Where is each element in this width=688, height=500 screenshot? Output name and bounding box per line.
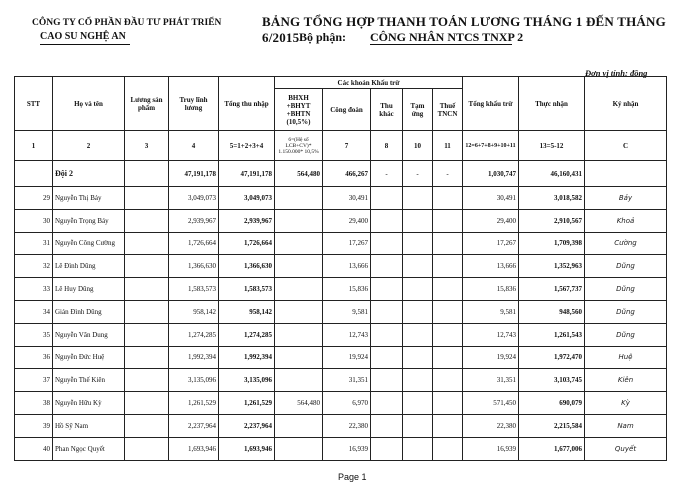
row-product-salary (125, 300, 169, 323)
row-union: 9,581 (323, 300, 371, 323)
group-net: 46,160,431 (519, 161, 585, 187)
row-insurance (275, 369, 323, 392)
table-row (15, 437, 667, 460)
row-net: 1,352,963 (519, 255, 585, 278)
row-signature: Dũng (585, 255, 667, 278)
row-name: Nguyễn Thế Kiên (53, 369, 125, 392)
row-signature: Cường (585, 232, 667, 255)
table-row (15, 187, 667, 210)
index-cell: 7 (323, 131, 371, 161)
table-row (15, 369, 667, 392)
row-stt: 29 (15, 187, 53, 210)
header-advance: Tạm ứng (403, 89, 433, 131)
row-stt: 37 (15, 369, 53, 392)
header-total-income: Tổng thu nhập (219, 77, 275, 131)
row-signature: Dũng (585, 278, 667, 301)
row-signature: Huệ (585, 346, 667, 369)
group-insurance: 564,480 (275, 161, 323, 187)
row-advance (403, 392, 433, 415)
company-underline (40, 44, 130, 45)
row-union: 30,491 (323, 187, 371, 210)
row-name: Nguyễn Công Cường (53, 232, 125, 255)
row-total-deduct: 19,924 (463, 346, 519, 369)
company-name: CÔNG TY CỔ PHẦN ĐẦU TƯ PHÁT TRIỂN (32, 18, 222, 28)
row-advance (403, 209, 433, 232)
row-advance (403, 187, 433, 210)
row-union: 29,400 (323, 209, 371, 232)
row-name: Giản Đình Dũng (53, 300, 125, 323)
employee-rows (15, 187, 667, 461)
row-signature: Bảy (585, 187, 667, 210)
row-total-deduct: 12,743 (463, 323, 519, 346)
index-cell: 5=1+2+3+4 (219, 131, 275, 161)
row-product-salary (125, 232, 169, 255)
row-total-income: 2,939,967 (219, 209, 275, 232)
row-signature: Khoả (585, 209, 667, 232)
table-row (15, 346, 667, 369)
row-tax (433, 346, 463, 369)
row-total-deduct: 9,581 (463, 300, 519, 323)
row-total-income: 958,142 (219, 300, 275, 323)
header-sign: Ký nhận (585, 77, 667, 131)
row-stt: 31 (15, 232, 53, 255)
row-total-income: 1,366,630 (219, 255, 275, 278)
row-stt: 32 (15, 255, 53, 278)
row-advance (403, 323, 433, 346)
row-advance (403, 437, 433, 460)
row-union: 19,924 (323, 346, 371, 369)
row-stt: 35 (15, 323, 53, 346)
row-product-salary (125, 323, 169, 346)
row-total-income: 1,583,573 (219, 278, 275, 301)
row-other (371, 437, 403, 460)
header-name: Họ và tên (53, 77, 125, 131)
row-net: 1,567,737 (519, 278, 585, 301)
salary-table (14, 76, 667, 461)
row-net: 948,560 (519, 300, 585, 323)
row-total-income: 2,237,964 (219, 414, 275, 437)
index-cell: 6=(Hệ số LCB+CV)* 1.150.000* 10,5% (275, 131, 323, 161)
row-advance (403, 255, 433, 278)
row-fixed-salary: 2,939,967 (169, 209, 219, 232)
row-fixed-salary: 958,142 (169, 300, 219, 323)
row-union: 6,970 (323, 392, 371, 415)
row-other (371, 414, 403, 437)
table-row (15, 392, 667, 415)
header-deductions: Các khoản Khấu trừ (275, 77, 463, 89)
row-total-deduct: 22,380 (463, 414, 519, 437)
row-other (371, 187, 403, 210)
row-product-salary (125, 209, 169, 232)
row-other (371, 369, 403, 392)
row-fixed-salary: 1,274,285 (169, 323, 219, 346)
row-tax (433, 392, 463, 415)
page-title: BẢNG TỔNG HỢP THANH TOÁN LƯƠNG THÁNG 1 ĐẾN THÁNG 6/2015 (262, 14, 666, 45)
table-row (15, 255, 667, 278)
row-fixed-salary: 3,135,096 (169, 369, 219, 392)
row-total-deduct: 16,939 (463, 437, 519, 460)
row-net: 3,018,582 (519, 187, 585, 210)
table-row (15, 232, 667, 255)
row-other (371, 323, 403, 346)
row-tax (433, 414, 463, 437)
row-other (371, 255, 403, 278)
row-other (371, 300, 403, 323)
index-cell: 12=6+7+8+9+10+11 (463, 131, 519, 161)
department-underline (370, 44, 512, 45)
header-total-deduct: Tổng khấu trừ (463, 77, 519, 131)
row-total-deduct: 29,400 (463, 209, 519, 232)
header-tax: Thuế TNCN (433, 89, 463, 131)
row-tax (433, 255, 463, 278)
row-net: 3,103,745 (519, 369, 585, 392)
row-fixed-salary: 1,693,946 (169, 437, 219, 460)
row-total-income: 1,261,529 (219, 392, 275, 415)
row-total-income: 3,135,096 (219, 369, 275, 392)
row-union: 13,666 (323, 255, 371, 278)
row-total-income: 3,049,073 (219, 187, 275, 210)
row-insurance (275, 437, 323, 460)
page-footer: Page 1 (338, 472, 367, 482)
row-tax (433, 437, 463, 460)
row-net: 1,972,470 (519, 346, 585, 369)
row-name: Nguyễn Trọng Bảy (53, 209, 125, 232)
row-tax (433, 232, 463, 255)
row-other (371, 232, 403, 255)
row-advance (403, 369, 433, 392)
row-advance (403, 278, 433, 301)
row-product-salary (125, 414, 169, 437)
row-product-salary (125, 392, 169, 415)
row-product-salary (125, 255, 169, 278)
row-union: 31,351 (323, 369, 371, 392)
index-cell: 3 (125, 131, 169, 161)
row-stt: 30 (15, 209, 53, 232)
row-total-deduct: 571,450 (463, 392, 519, 415)
company-subname: CAO SU NGHỆ AN (40, 31, 126, 42)
row-fixed-salary: 1,726,664 (169, 232, 219, 255)
row-product-salary (125, 437, 169, 460)
index-cell: 4 (169, 131, 219, 161)
row-total-income: 1,726,664 (219, 232, 275, 255)
index-cell: 10 (403, 131, 433, 161)
row-name: Hồ Sỹ Nam (53, 414, 125, 437)
row-fixed-salary: 3,049,073 (169, 187, 219, 210)
row-insurance (275, 346, 323, 369)
row-name: Nguyễn Thị Bảy (53, 187, 125, 210)
row-product-salary (125, 346, 169, 369)
row-total-income: 1,274,285 (219, 323, 275, 346)
row-net: 1,709,398 (519, 232, 585, 255)
row-name: Lê Huy Dũng (53, 278, 125, 301)
row-signature: Nam (585, 414, 667, 437)
row-net: 1,261,543 (519, 323, 585, 346)
header-stt: STT (15, 77, 53, 131)
group-row (15, 161, 667, 187)
group-other: - (371, 161, 403, 187)
group-tax: - (433, 161, 463, 187)
row-insurance (275, 278, 323, 301)
row-insurance: 564,480 (275, 392, 323, 415)
row-insurance (275, 187, 323, 210)
row-tax (433, 187, 463, 210)
table-row (15, 414, 667, 437)
row-stt: 38 (15, 392, 53, 415)
row-signature: Kiên (585, 369, 667, 392)
row-product-salary (125, 369, 169, 392)
group-advance: - (403, 161, 433, 187)
row-fixed-salary: 1,992,394 (169, 346, 219, 369)
row-other (371, 278, 403, 301)
row-fixed-salary: 1,366,630 (169, 255, 219, 278)
table-row (15, 300, 667, 323)
header-union: Công đoàn (323, 89, 371, 131)
table-row (15, 209, 667, 232)
row-stt: 33 (15, 278, 53, 301)
row-insurance (275, 209, 323, 232)
row-other (371, 392, 403, 415)
row-insurance (275, 255, 323, 278)
row-tax (433, 209, 463, 232)
row-total-deduct: 13,666 (463, 255, 519, 278)
row-advance (403, 300, 433, 323)
row-total-deduct: 17,267 (463, 232, 519, 255)
row-advance (403, 414, 433, 437)
row-net: 2,215,584 (519, 414, 585, 437)
row-tax (433, 300, 463, 323)
row-advance (403, 346, 433, 369)
row-insurance (275, 414, 323, 437)
row-name: Nguyễn Văn Dung (53, 323, 125, 346)
row-stt: 36 (15, 346, 53, 369)
group-total-deduct: 1,030,747 (463, 161, 519, 187)
header-product-salary: Lương sản phẩm (125, 77, 169, 131)
row-other (371, 346, 403, 369)
index-cell: 2 (53, 131, 125, 161)
row-advance (403, 232, 433, 255)
row-tax (433, 369, 463, 392)
row-net: 2,910,567 (519, 209, 585, 232)
row-name: Phan Ngọc Quyết (53, 437, 125, 460)
row-net: 690,079 (519, 392, 585, 415)
unit-label: Đơn vị tính: đồng (585, 68, 648, 78)
row-total-deduct: 15,836 (463, 278, 519, 301)
row-union: 16,939 (323, 437, 371, 460)
row-total-deduct: 31,351 (463, 369, 519, 392)
row-stt: 40 (15, 437, 53, 460)
group-union: 466,267 (323, 161, 371, 187)
index-cell: 13=5-12 (519, 131, 585, 161)
row-product-salary (125, 278, 169, 301)
row-fixed-salary: 1,261,529 (169, 392, 219, 415)
row-name: Lê Đình Dũng (53, 255, 125, 278)
row-signature: Dũng (585, 323, 667, 346)
row-signature: Quyết (585, 437, 667, 460)
row-total-income: 1,992,394 (219, 346, 275, 369)
row-insurance (275, 323, 323, 346)
row-fixed-salary: 1,583,573 (169, 278, 219, 301)
row-signature: Kỳ (585, 392, 667, 415)
header-other: Thu khác (371, 89, 403, 131)
department-value: CÔNG NHÂN NTCS TNXP 2 (370, 30, 524, 44)
row-total-deduct: 30,491 (463, 187, 519, 210)
department-label: Bộ phận: (299, 30, 347, 44)
row-fixed-salary: 2,237,964 (169, 414, 219, 437)
row-insurance (275, 300, 323, 323)
group-fixed: 47,191,178 (169, 161, 219, 187)
table-row (15, 323, 667, 346)
row-other (371, 209, 403, 232)
header-fixed-salary: Truy lĩnh lương (169, 77, 219, 131)
row-union: 17,267 (323, 232, 371, 255)
row-signature: Dũng (585, 300, 667, 323)
row-tax (433, 323, 463, 346)
header-insurance: BHXH +BHYT +BHTN (10,5%) (275, 89, 323, 131)
row-product-salary (125, 187, 169, 210)
row-insurance (275, 232, 323, 255)
table-row (15, 278, 667, 301)
row-union: 12,743 (323, 323, 371, 346)
index-cell: 8 (371, 131, 403, 161)
group-total: 47,191,178 (219, 161, 275, 187)
row-union: 15,836 (323, 278, 371, 301)
row-stt: 39 (15, 414, 53, 437)
row-net: 1,677,006 (519, 437, 585, 460)
row-tax (433, 278, 463, 301)
index-cell: C (585, 131, 667, 161)
row-name: Nguyễn Hữu Kỳ (53, 392, 125, 415)
header-net: Thực nhận (519, 77, 585, 131)
index-cell: 1 (15, 131, 53, 161)
row-stt: 34 (15, 300, 53, 323)
index-row (15, 131, 667, 161)
row-total-income: 1,693,946 (219, 437, 275, 460)
row-name: Nguyễn Đức Huệ (53, 346, 125, 369)
index-cell: 11 (433, 131, 463, 161)
row-union: 22,380 (323, 414, 371, 437)
group-name: Đội 2 (53, 161, 125, 187)
